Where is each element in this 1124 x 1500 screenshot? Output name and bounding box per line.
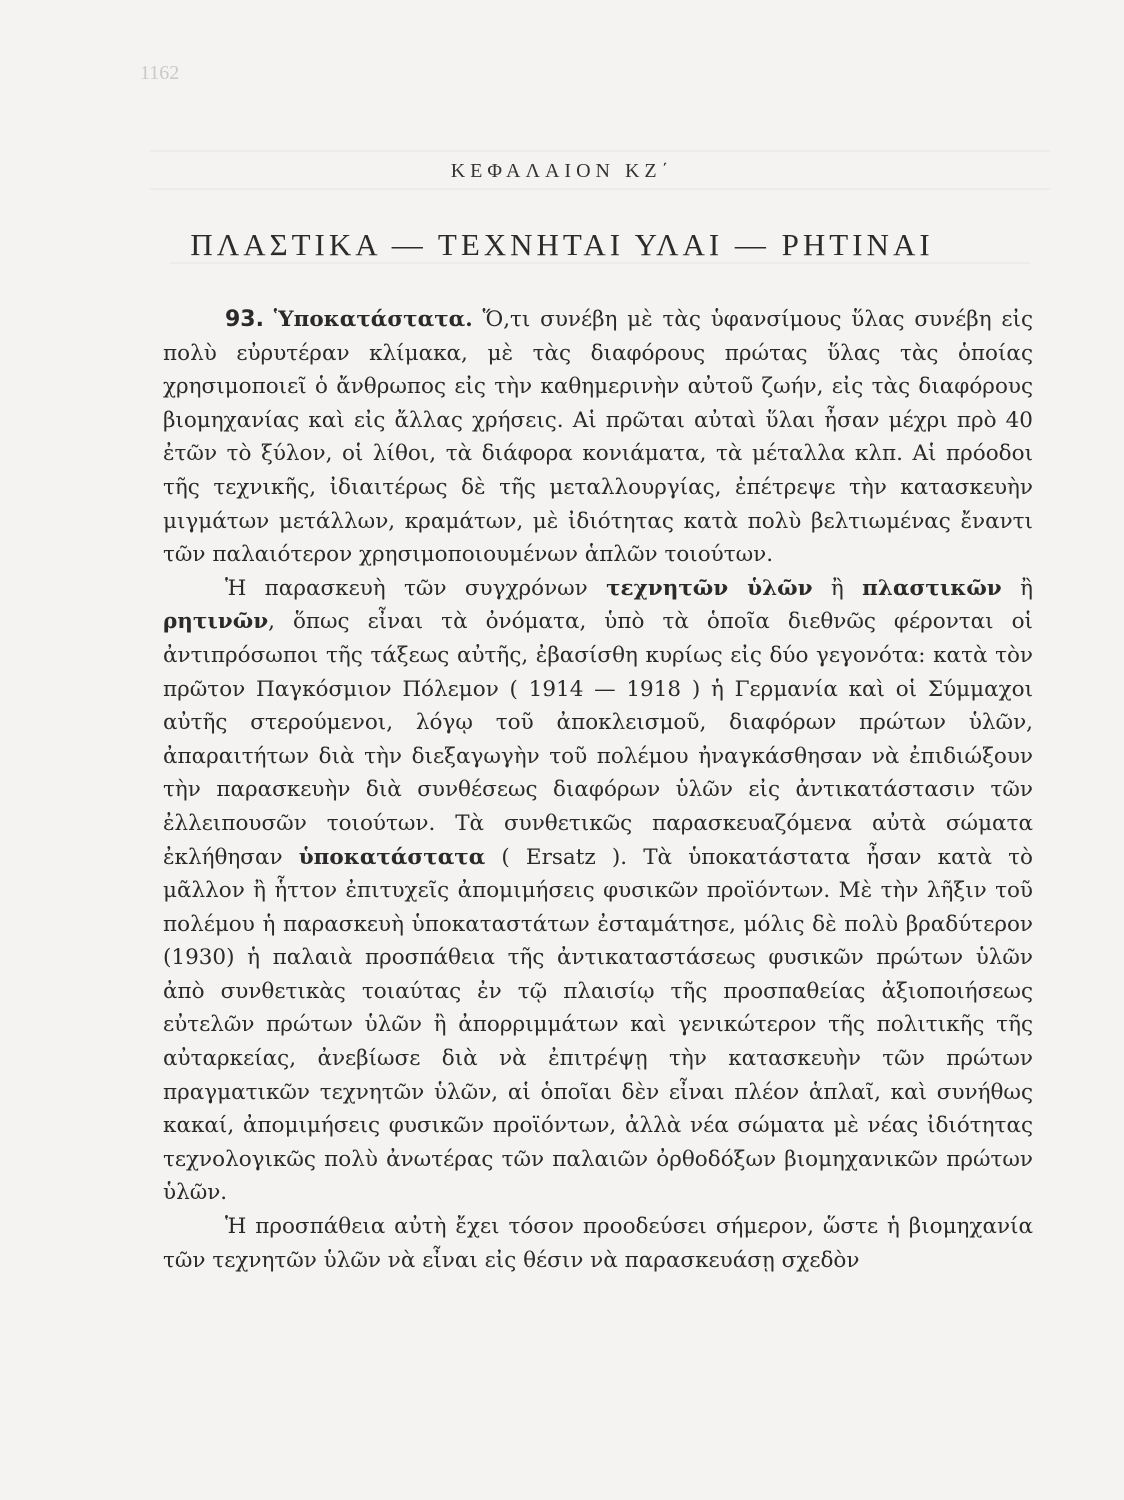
body-text <box>163 303 1033 1277</box>
show-through-line <box>150 150 1050 152</box>
section-title: Ὑποκατάστατα. <box>273 307 473 332</box>
bold-term: τεχνητῶν ὑλῶν <box>606 575 813 601</box>
bold-term: πλαστικῶν <box>862 575 1002 601</box>
paragraph-2 <box>163 572 1033 1210</box>
text-run: ἢ <box>830 575 844 601</box>
text-run: ἢ <box>1020 575 1033 601</box>
paragraph-1 <box>163 303 1033 572</box>
chapter-title: ΠΛΑΣΤΙΚΑ — ΤΕΧΝΗΤΑΙ ΥΛΑΙ — ΡΗΤΙΝΑΙ <box>190 227 934 262</box>
bold-term: ρητινῶν <box>163 609 269 635</box>
text-run: , ὅπως εἶναι τὰ ὀνόματα, ὑπὸ τὰ ὁποῖα διεθνῶς φέρονται οἱ ἀντιπρόσωποι τῆς τάξεως αὐτῆς, ἐβασίσθη κυρίως εἰς δύο γεγονότα: κατὰ τὸν πρῶτον Παγκόσμιον Πόλεμον ( 1914 — 1918 ) ἡ Γερμανία καὶ οἱ Σύμμαχοι αὐτῆς στερούμενοι, λόγῳ τοῦ ἀποκλεισμοῦ, διαφόρων πρώτων ὑλῶν, ἀπαραιτήτων διὰ τὴν διεξαγωγὴν τοῦ πολέμου ἠναγκάσθησαν νὰ ἐπιδιώξουν τὴν παρασκευὴν διὰ συνθέσεως διαφόρων ὑλῶν εἰς ἀντικατάστασιν τῶν ἐλλειπουσῶν τοιούτων. Τὰ συνθετικῶς παρασκευαζόμενα αὐτὰ σώματα ἐκλήθησαν <box>163 609 1033 870</box>
paragraph-3: Ἡ προσπάθεια αὐτὴ ἔχει τόσον προοδεύσει σήμερον, ὥστε ἡ βιομηχανία τῶν τεχνητῶν ὑλῶν νὰ εἶναι εἰς θέσιν νὰ παρασκευάσῃ σχεδὸν <box>163 1214 1033 1273</box>
paragraph-1-text: Ὅ,τι συνέβη μὲ τὰς ὑφανσίμους ὕλας συνέβη εἰς πολὺ εὐρυτέραν κλίμακα, μὲ τὰς διαφόρους πρώτας ὕλας τὰς ὁποίας χρησιμοποιεῖ ὁ ἄνθρωπος εἰς τὴν καθημερινὴν αὐτοῦ ζωήν, εἰς τὰς διαφόρους βιομηχανίας καὶ εἰς ἄλλας χρήσεις. Αἱ πρῶται αὐταὶ ὕλαι ἦσαν μέχρι πρὸ 40 ἐτῶν τὸ ξύλον, οἱ λίθοι, τὰ διάφορα κονιάματα, τὰ μέταλλα κλπ. Αἱ πρόοδοι τῆς τεχνικῆς, ἰδιαιτέρως δὲ τῆς μεταλλουργίας, ἐπέτρεψε τὴν κατασκευὴν μιγμάτων μετάλλων, κραμάτων, μὲ ἰδιότητας κατὰ πολὺ βελτιωμένας ἔναντι τῶν παλαιότερον χρησιμοποιουμένων ἁπλῶν τοιούτων. <box>163 307 1033 568</box>
show-through-line <box>150 188 1050 190</box>
chapter-label: ΚΕΦΑΛΑΙΟΝ ΚΖ΄ <box>450 160 674 182</box>
section-number: 93. <box>225 307 264 332</box>
bold-term: ὑποκατάστατα <box>298 844 486 870</box>
text-run: Ἡ παρασκευὴ τῶν συγχρόνων <box>225 575 588 601</box>
page-number: 1162 <box>140 62 180 84</box>
text-run: ( Ersatz ). Τὰ ὑποκατάστατα ἦσαν κατὰ τὸ μᾶλλον ἢ ἧττον ἐπιτυχεῖς ἀπομιμήσεις φυσικῶν προϊόντων. Μὲ τὴν λῆξιν τοῦ πολέμου ἡ παρασκευὴ ὑποκαταστάτων ἐσταμάτησε, μόλις δὲ πολὺ βραδύτερον (1930) ἡ παλαιὰ προσπάθεια τῆς ἀντικαταστάσεως φυσικῶν πρώτων ὑλῶν ἀπὸ συνθετικὰς τοιαύτας ἐν τῷ πλαισίῳ τῆς προσπαθείας ἀξιοποιήσεως εὐτελῶν πρώτων ὑλῶν ἢ ἀπορριμμάτων καὶ γενικώτερον τῆς πολιτικῆς τῆς αὐταρκείας, ἀνεβίωσε διὰ νὰ ἐπιτρέψῃ τὴν κατασκευὴν τῶν πρώτων πραγματικῶν τεχνητῶν ὑλῶν, αἱ ὁποῖαι δὲν εἶναι πλέον ἁπλαῖ, καὶ συνήθως κακαί, ἀπομιμήσεις φυσικῶν προϊόντων, ἀλλὰ νέα σώματα μὲ νέας ἰδιότητας τεχνολογικῶς πολὺ ἀνωτέρας τῶν παλαιῶν ὀρθοδόξων βιομηχανικῶν πρώτων ὑλῶν. <box>163 844 1033 1206</box>
